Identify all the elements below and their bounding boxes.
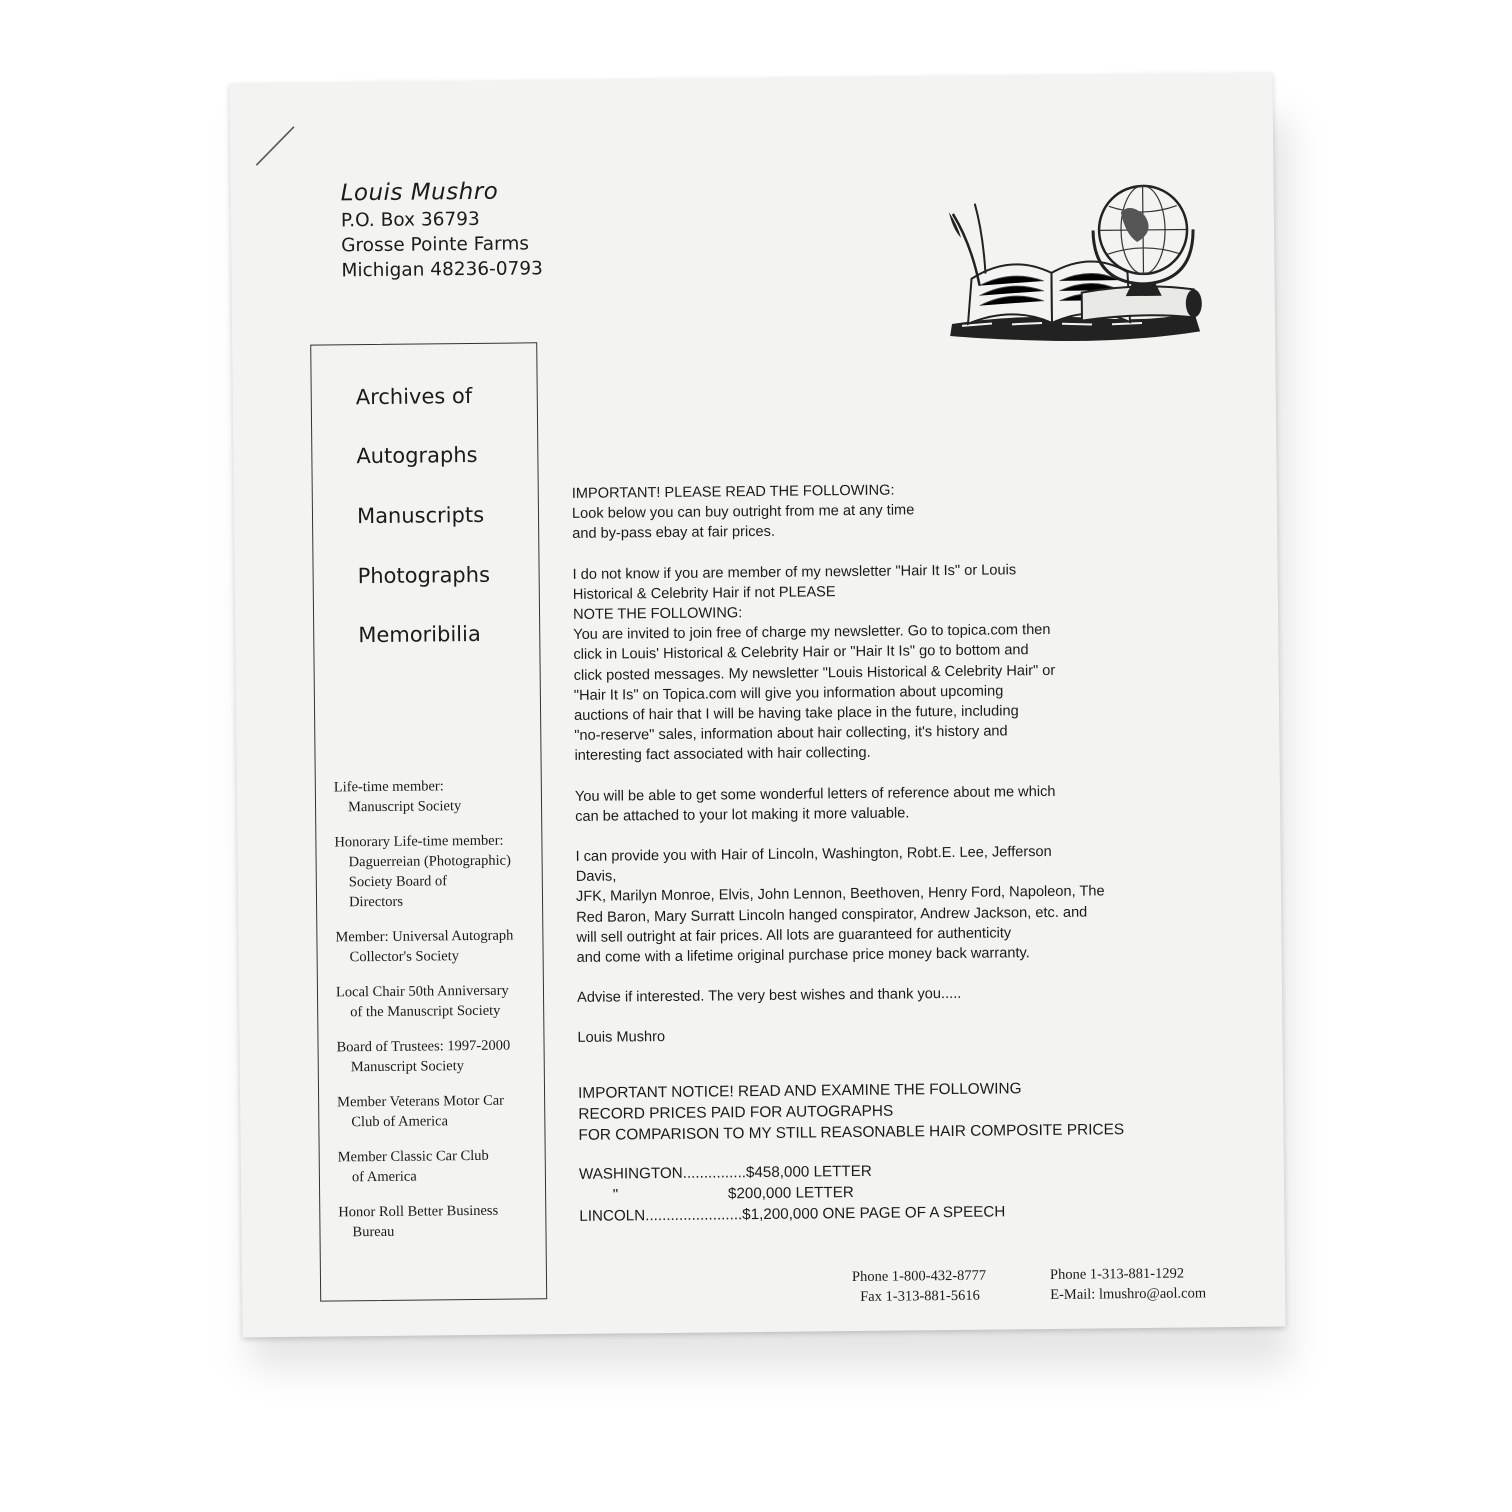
category-autographs: Autographs (356, 442, 478, 469)
membership-line: Bureau (352, 1223, 395, 1241)
reference-paragraph: You will be able to get some wonderful letters of reference about me which can be attached to your lot making it more valuable. (574, 783, 1056, 825)
membership-item (338, 1200, 538, 1242)
category-archives: Archives of (355, 383, 473, 410)
membership-line: Directors (348, 893, 404, 911)
letterhead (338, 178, 543, 285)
category-photographs: Photographs (357, 562, 491, 589)
intro-paragraph: IMPORTANT! PLEASE READ THE FOLLOWING: Look below you can buy outright from me at any time and by-pass ebay at fair prices. (571, 482, 915, 543)
sidebar-box (310, 342, 547, 1301)
membership-line: Collector's Society (349, 948, 460, 966)
footer-right-contact (1050, 1263, 1206, 1305)
membership-list (334, 775, 539, 1257)
letterhead-name: Louis Mushro (340, 178, 499, 207)
book-globe-engraving-icon (930, 171, 1222, 349)
phone-number: Phone 1-800-432-8777 (851, 1267, 987, 1286)
membership-line: Honor Roll Better Business (338, 1202, 499, 1221)
footer-left-contact (852, 1266, 987, 1307)
membership-line: Life-time member: (333, 778, 444, 796)
membership-line: Honorary Life-time member: (334, 832, 504, 851)
phone-number: Phone 1-313-881-1292 (1049, 1265, 1185, 1283)
membership-item (337, 1090, 537, 1132)
address-line: P.O. Box 36793 (340, 208, 480, 232)
letter-sheet (229, 73, 1285, 1338)
membership-line: Member: Universal Autograph (335, 927, 514, 946)
membership-item (336, 1035, 536, 1077)
newsletter-paragraph: I do not know if you are member of my newsletter "Hair It Is" or Louis Historical & Celebrity Hair if not PLEASE NOTE THE FOLLOWING: You are invited to join free of charge my newsletter. Go to topica.com then click in Louis' Historical & Celebrity Hair or "Hair It Is" go to bottom and click posted messages. My newsletter "Louis Historical & Celebrity Hair" or "Hair It Is" on Topica.com will give you information about upcoming auctions of hair that I will be having take place in the future, including "no-reserve" sales, information about hair collecting, it's history and interesting fact associated with hair collecting. (572, 561, 1056, 765)
category-manuscripts: Manuscripts (356, 502, 485, 529)
price-row: WASHINGTON...............$458,000 LETTER (578, 1162, 872, 1183)
staple-mark (252, 123, 298, 169)
membership-line: Club of America (351, 1113, 449, 1131)
membership-line: Member Classic Car Club (337, 1147, 489, 1166)
letter-body (572, 477, 1200, 1226)
membership-line: Daguerreian (Photographic) (348, 852, 511, 871)
notice-heading: IMPORTANT NOTICE! READ AND EXAMINE THE FOLLOWING RECORD PRICES PAID FOR AUTOGRAPHS FOR COMPARISON TO MY STILL REASONABLE HAIR COMPOSITE PRICES (577, 1079, 1125, 1144)
signature: Louis Mushro (577, 1029, 666, 1047)
membership-line: of America (351, 1168, 417, 1186)
membership-item (334, 775, 534, 817)
membership-item (334, 830, 535, 912)
fax-number: Fax 1-313-881-5616 (860, 1287, 980, 1305)
offer-paragraph: I can provide you with Hair of Lincoln, Washington, Robt.E. Lee, Jefferson Davis, JFK, Marilyn Monroe, Elvis, John Lennon, Beethoven, Henry Ford, Napoleon, The Red Baron, Mary Surratt Lincoln hanged conspirator, Andrew Jackson, etc. and will sell outright at fair prices. All lots are guaranteed for authenticity and come with a lifetime original purchase price money back warranty. (575, 843, 1105, 966)
email-address: E-Mail: lmushro@aol.com (1050, 1285, 1207, 1303)
price-row: LINCOLN.......................$1,200,000 ONE PAGE OF A SPEECH (579, 1203, 1006, 1225)
address-line: Grosse Pointe Farms (341, 233, 530, 257)
membership-line: of the Manuscript Society (350, 1002, 501, 1021)
category-memorabilia: Memoribilia (358, 621, 481, 648)
membership-line: Board of Trustees: 1997-2000 (336, 1037, 511, 1056)
membership-item (338, 1145, 538, 1187)
membership-item (336, 980, 536, 1022)
address-line: Michigan 48236-0793 (341, 258, 543, 282)
membership-line: Local Chair 50th Anniversary (335, 982, 509, 1001)
membership-line: Manuscript Society (350, 1058, 465, 1076)
price-list (579, 1157, 1200, 1226)
closing-paragraph: Advise if interested. The very best wishes and thank you..... (576, 986, 962, 1007)
membership-line: Society Board of (348, 873, 448, 891)
price-row: " $200,000 LETTER (579, 1183, 854, 1204)
membership-line: Manuscript Society (347, 798, 462, 816)
membership-item (335, 925, 535, 967)
membership-line: Member Veterans Motor Car (337, 1092, 505, 1111)
